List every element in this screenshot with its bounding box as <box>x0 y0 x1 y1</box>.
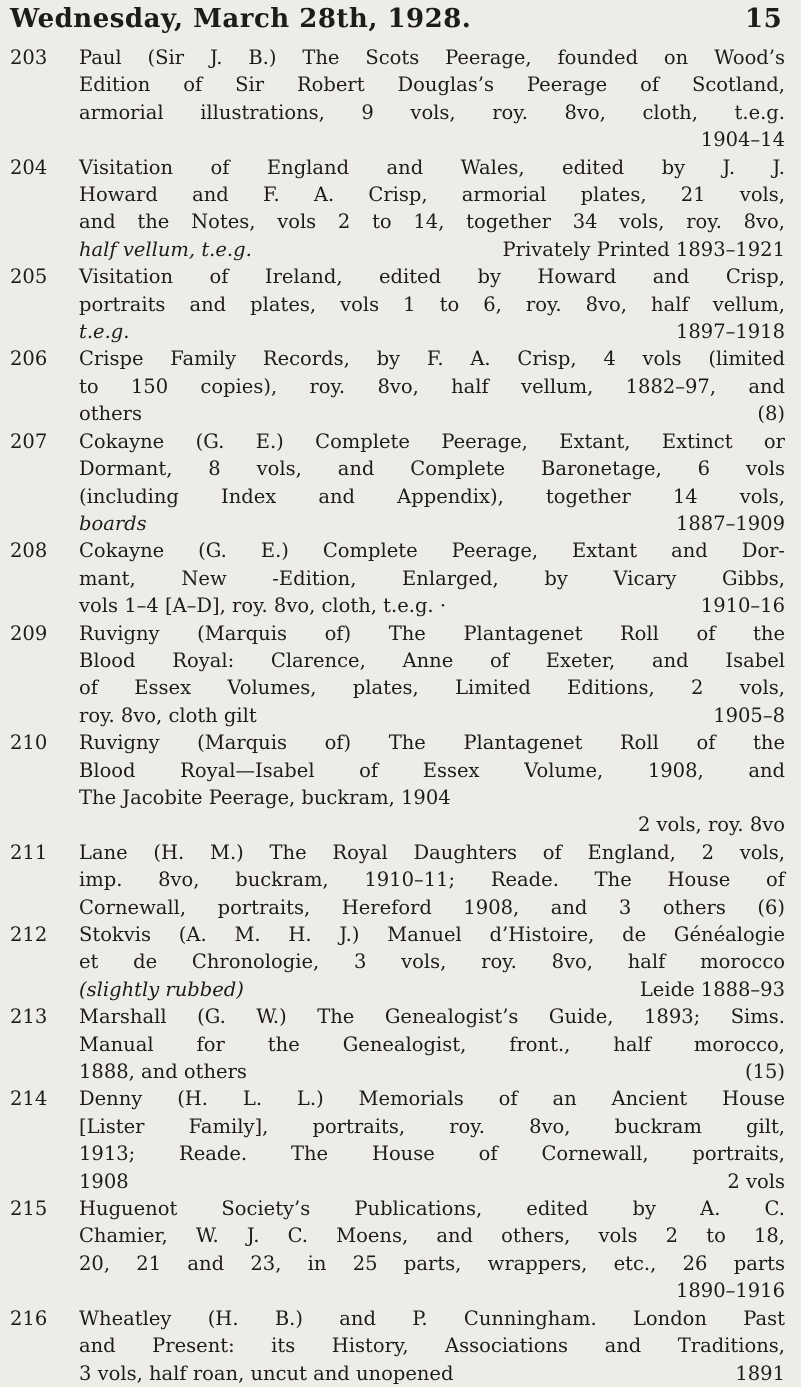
entry-line-part: half vellum, t.e.g. <box>79 237 252 261</box>
lot-number: 204 <box>10 155 48 179</box>
lot-entry <box>10 839 785 921</box>
entry-line: Edition of Sir Robert Douglas’s Peerage of Scotland, <box>79 73 785 97</box>
entry-line: Visitation of Ireland, edited by Howard and Crisp, <box>79 265 785 289</box>
entry-line: armorial illustrations, 9 vols, roy. 8vo, cloth, t.e.g. <box>79 100 785 124</box>
entry-line: Huguenot Society’s Publications, edited by A. C. <box>79 1197 785 1221</box>
entry-date: 1887–1909 <box>675 511 785 535</box>
entry-line: 1904–14 <box>700 128 785 152</box>
entry-count: 2 vols <box>727 1169 785 1193</box>
entry-line: Manual for the Genealogist, front., half morocco, <box>79 1032 785 1056</box>
entry-line: Cornewall, portraits, Hereford 1908, and 3 others (6) <box>79 895 785 919</box>
lot-number: 215 <box>10 1197 48 1221</box>
lot-number: 207 <box>10 429 48 453</box>
entry-line: 20, 21 and 23, in 25 parts, wrappers, etc., 26 parts <box>79 1251 785 1275</box>
entry-line <box>79 976 785 1003</box>
entry-line: and Present: its History, Associations and Traditions, <box>79 1334 785 1358</box>
entry-line-part: boards <box>79 511 147 535</box>
lot-number: 210 <box>10 731 48 755</box>
entry-line: Crispe Family Records, by F. A. Crisp, 4 vols (limited <box>79 347 785 371</box>
entry-date: 1910–16 <box>700 594 785 618</box>
entry-line <box>79 510 785 537</box>
entry-line: The Jacobite Peerage, buckram, 1904 <box>79 785 451 809</box>
entry-line: Paul (Sir J. B.) The Scots Peerage, founded on Wood’s <box>79 46 785 69</box>
entry-line: et de Chronologie, 3 vols, roy. 8vo, half morocco <box>79 950 785 974</box>
lot-number: 209 <box>10 621 48 645</box>
page-header <box>10 4 783 34</box>
entry-date: 1891 <box>735 1361 785 1385</box>
lot-number: 214 <box>10 1087 48 1111</box>
entry-line-part: vols 1–4 [A–D], roy. 8vo, cloth, t.e.g. · <box>79 594 447 618</box>
entry-line: Blood Royal: Clarence, Anne of Exeter, and Isabel <box>79 648 785 672</box>
lot-entry <box>10 154 785 264</box>
entry-line: Ruvigny (Marquis of) The Plantagenet Roll of the <box>79 621 785 645</box>
entry-line: mant, New -Edition, Enlarged, by Vicary Gibbs, <box>79 566 785 590</box>
entry-line: to 150 copies), roy. 8vo, half vellum, 1882–97, and <box>79 374 785 398</box>
entry-line: (including Index and Appendix), together 14 vols, <box>79 484 785 508</box>
entry-line-part: others <box>79 402 143 426</box>
entry-line: Cokayne (G. E.) Complete Peerage, Extant and Dor- <box>79 539 785 563</box>
lot-number: 208 <box>10 539 48 563</box>
entry-line: Cokayne (G. E.) Complete Peerage, Extant, Extinct or <box>79 429 785 453</box>
entry-line: Chamier, W. J. C. Moens, and others, vols 2 to 18, <box>79 1224 785 1248</box>
entry-line <box>79 592 785 619</box>
entry-line: Lane (H. M.) The Royal Daughters of England, 2 vols, <box>79 840 785 864</box>
entry-line <box>79 702 785 729</box>
lot-entry <box>10 537 785 619</box>
lot-entry <box>10 921 785 1003</box>
entry-line <box>79 236 785 263</box>
lot-list <box>10 44 785 1387</box>
entry-line: of Essex Volumes, plates, Limited Editions, 2 vols, <box>79 676 785 700</box>
lot-entry <box>10 729 785 839</box>
page-title: Wednesday, March 28th, 1928. <box>10 4 472 34</box>
entry-line: 2 vols, roy. 8vo <box>637 813 785 837</box>
entry-date: 1905–8 <box>713 703 785 727</box>
lot-entry <box>10 1003 785 1085</box>
entry-line: and the Notes, vols 2 to 14, together 34 vols, roy. 8vo, <box>79 210 785 234</box>
entry-line: imp. 8vo, buckram, 1910–11; Reade. The House of <box>79 868 785 892</box>
entry-line: Ruvigny (Marquis of) The Plantagenet Roll of the <box>79 731 785 755</box>
entry-line: Wheatley (H. B.) and P. Cunningham. London Past <box>79 1306 785 1330</box>
entry-line <box>79 1058 785 1085</box>
entry-line <box>79 1360 785 1387</box>
entry-line-part: 3 vols, half roan, uncut and unopened <box>79 1361 454 1385</box>
entry-line-part: 1908 <box>79 1169 129 1193</box>
lot-number: 206 <box>10 347 48 371</box>
lot-entry <box>10 1195 785 1305</box>
entry-line: Howard and F. A. Crisp, armorial plates, 21 vols, <box>79 183 785 207</box>
lot-entry <box>10 1305 785 1387</box>
entry-line: Visitation of England and Wales, edited by J. J. <box>79 155 785 179</box>
lot-number: 213 <box>10 1005 48 1029</box>
lot-number: 212 <box>10 923 48 946</box>
entry-line: Blood Royal—Isabel of Essex Volume, 1908, and <box>79 758 785 782</box>
entry-line: Dormant, 8 vols, and Complete Baronetage, 6 vols <box>79 457 785 481</box>
entry-line: Stokvis (A. M. H. J.) Manuel d’Histoire, de Généalogie <box>79 923 785 946</box>
entry-line: 1913; Reade. The House of Cornewall, portraits, <box>79 1142 785 1166</box>
lot-entry <box>10 44 785 154</box>
entry-count: (15) <box>744 1060 785 1084</box>
entry-date: Privately Printed 1893–1921 <box>502 237 785 261</box>
entry-line-part: 1888, and others <box>79 1060 247 1084</box>
entry-line: 1890–1916 <box>675 1279 785 1303</box>
lot-entry <box>10 620 785 730</box>
entry-line: Denny (H. L. L.) Memorials of an Ancient House <box>79 1087 785 1111</box>
lot-entry <box>10 345 785 427</box>
page-number: 15 <box>745 4 783 34</box>
entry-date: 1897–1918 <box>675 320 785 344</box>
entry-line <box>79 318 785 345</box>
lot-number: 216 <box>10 1306 48 1330</box>
entry-line <box>79 400 785 427</box>
entry-line-part: roy. 8vo, cloth gilt <box>79 703 257 727</box>
entry-line-part: (slightly rubbed) <box>79 977 244 1001</box>
lot-entry <box>10 428 785 538</box>
entry-date: Leide 1888–93 <box>639 977 785 1001</box>
entry-count: (8) <box>757 402 785 426</box>
entry-line: portraits and plates, vols 1 to 6, roy. 8vo, half vellum, <box>79 292 785 316</box>
entry-line: [Lister Family], portraits, roy. 8vo, buckram gilt, <box>79 1114 785 1138</box>
lot-entry <box>10 263 785 345</box>
lot-number: 205 <box>10 265 48 289</box>
entry-line-part: t.e.g. <box>79 320 130 344</box>
lot-number: 211 <box>10 840 48 864</box>
entry-line: Marshall (G. W.) The Genealogist’s Guide, 1893; Sims. <box>79 1005 785 1029</box>
lot-entry <box>10 1085 785 1195</box>
lot-number: 203 <box>10 46 48 69</box>
entry-line <box>79 1168 785 1195</box>
